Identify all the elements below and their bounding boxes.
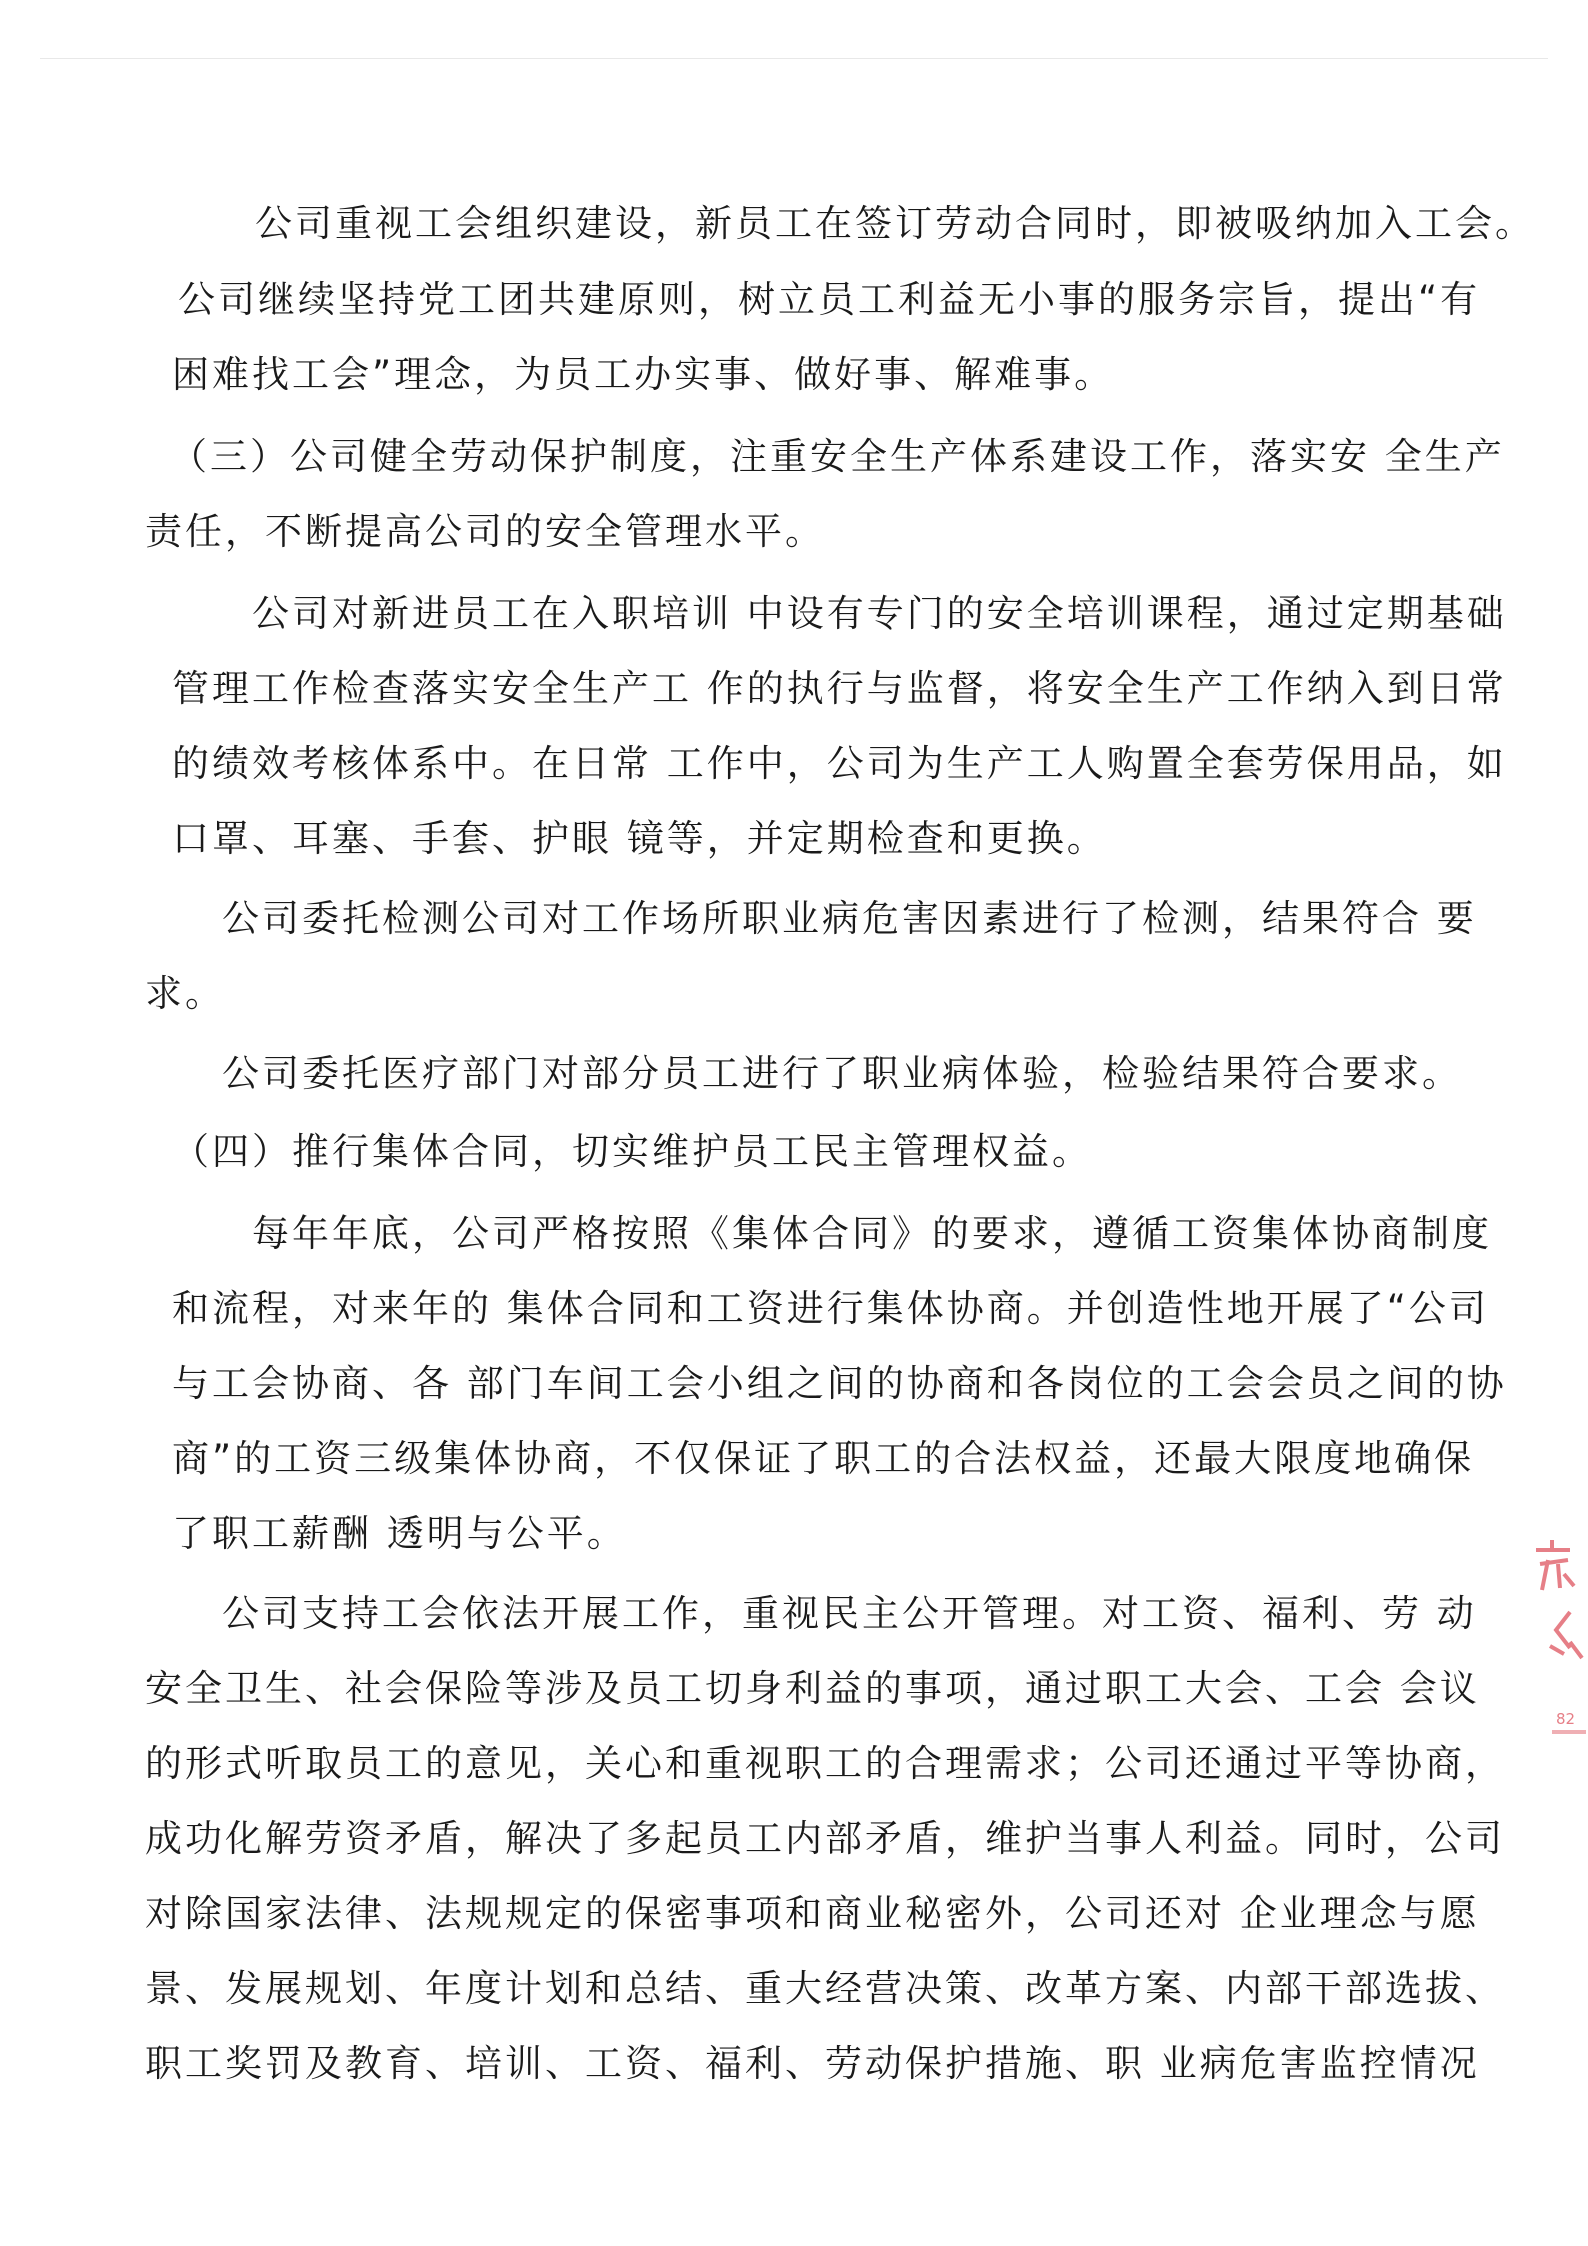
text-line: 公司委托医疗部门对部分员工进行了职业病体验，检验结果符合要求。 bbox=[222, 1052, 1462, 1095]
text-line: 与工会协商、各 部门车间工会小组之间的协商和各岗位的工会会员之间的协 bbox=[172, 1362, 1507, 1405]
text-line: 职工奖罚及教育、培训、工资、福利、劳动保护措施、职 业病危害监控情况 bbox=[145, 2042, 1480, 2085]
text-line: 了职工薪酬 透明与公平。 bbox=[172, 1512, 627, 1555]
text-line: 公司委托检测公司对工作场所职业病危害因素进行了检测，结果符合 要 bbox=[222, 897, 1477, 940]
section-heading: （四）推行集体合同，切实维护员工民主管理权益。 bbox=[172, 1130, 1092, 1173]
text-line: 的形式听取员工的意见，关心和重视职工的合理需求；公司还通过平等协商， bbox=[145, 1742, 1505, 1785]
seal-stamp bbox=[1530, 1530, 1588, 1830]
text-line: 的绩效考核体系中。在日常 工作中，公司为生产工人购置全套劳保用品，如 bbox=[172, 742, 1507, 785]
top-divider bbox=[40, 58, 1548, 59]
text-line: 管理工作检查落实安全生产工 作的执行与监督，将安全生产工作纳入到日常 bbox=[172, 667, 1507, 710]
text-line: 每年年底，公司严格按照《集体合同》的要求，遵循工资集体协商制度 bbox=[252, 1212, 1492, 1255]
text-line: 求。 bbox=[145, 972, 225, 1015]
text-line: 公司对新进员工在入职培训 中设有专门的安全培训课程，通过定期基础 bbox=[252, 592, 1507, 635]
section-heading: （三）公司健全劳动保护制度，注重安全生产体系建设工作，落实安 全生产 bbox=[170, 435, 1505, 478]
text-line: 对除国家法律、法规规定的保密事项和商业秘密外，公司还对 企业理念与愿 bbox=[145, 1892, 1480, 1935]
text-line: 公司支持工会依法开展工作，重视民主公开管理。对工资、福利、劳 动 bbox=[222, 1592, 1477, 1635]
text-line: 成功化解劳资矛盾，解决了多起员工内部矛盾，维护当事人利益。同时，公司 bbox=[145, 1817, 1505, 1860]
text-line: 和流程，对来年的 集体合同和工资进行集体协商。并创造性地开展了“公司 bbox=[172, 1287, 1489, 1330]
text-line: 景、发展规划、年度计划和总结、重大经营决策、改革方案、内部干部选拔、 bbox=[145, 1967, 1505, 2010]
text-line: 商”的工资三级集体协商，不仅保证了职工的合法权益，还最大限度地确保 bbox=[172, 1437, 1475, 1480]
text-line: 口罩、耳塞、手套、护眼 镜等，并定期检查和更换。 bbox=[172, 817, 1107, 860]
text-line: 困难找工会”理念，为员工办实事、做好事、解难事。 bbox=[172, 353, 1115, 396]
text-line: 安全卫生、社会保险等涉及员工切身利益的事项，通过职工大会、工会 会议 bbox=[145, 1667, 1480, 1710]
seal-number: 82 bbox=[1556, 1710, 1576, 1728]
text-line: 责任，不断提高公司的安全管理水平。 bbox=[145, 510, 825, 553]
text-line: 公司重视工会组织建设，新员工在签订劳动合同时，即被吸纳加入工会。 bbox=[255, 202, 1535, 245]
text-line: 公司继续坚持党工团共建原则，树立员工利益无小事的服务宗旨，提出“有 bbox=[178, 278, 1481, 321]
